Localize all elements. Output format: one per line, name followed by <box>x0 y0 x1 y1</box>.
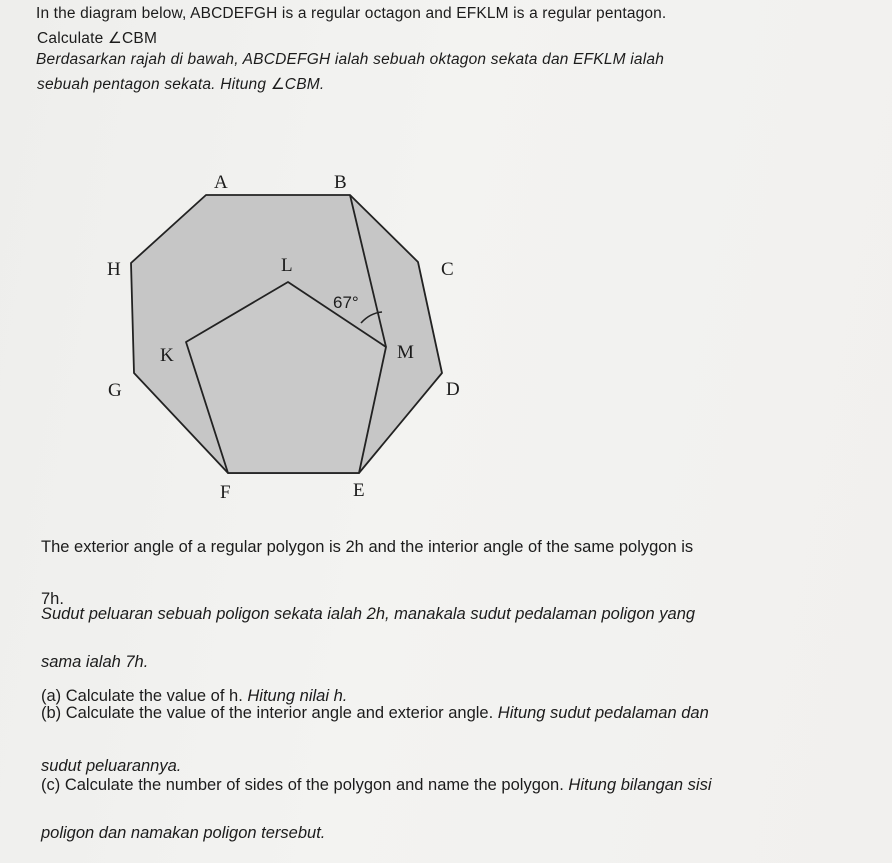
vertex-label-g: G <box>108 380 122 401</box>
question2-stem-malay-line2: sama ialah 7h. <box>41 653 149 671</box>
part-a-malay: Hitung nilai h. <box>247 687 348 705</box>
part-a-label: (a) Calculate the value of h. <box>41 687 243 705</box>
vertex-label-a: A <box>214 172 228 193</box>
question2-part-b <box>41 704 709 723</box>
vertex-label-d: D <box>446 379 460 400</box>
vertex-label-h: H <box>107 259 121 280</box>
vertex-label-f: F <box>220 482 231 503</box>
question1-english-line2: Calculate ∠CBM <box>37 30 158 47</box>
vertex-label-c: C <box>441 259 454 280</box>
question2-stem-malay-line1: Sudut peluaran sebuah poligon sekata ialah 2h, manakala sudut pedalaman poligon yang <box>41 605 696 623</box>
question1-english-line1: In the diagram below, ABCDEFGH is a regular octagon and EFKLM is a regular pentagon. <box>36 5 667 22</box>
part-c-malay: Hitung bilangan sisi <box>568 776 712 794</box>
vertex-label-l: L <box>281 255 293 276</box>
part-b-label: (b) Calculate the value of the interior angle and exterior angle. <box>41 704 494 722</box>
question1-malay-line2: sebuah pentagon sekata. Hitung ∠CBM. <box>37 76 325 93</box>
vertex-label-m: M <box>397 342 414 363</box>
angle-label: 67° <box>333 293 359 312</box>
question2-part-c <box>41 776 712 795</box>
vertex-label-k: K <box>160 345 174 366</box>
part-b-malay: Hitung sudut pedalaman dan <box>497 704 709 722</box>
question2-stem-english-line1: The exterior angle of a regular polygon is 2h and the interior angle of the same polygon is <box>41 538 694 556</box>
question2-stem-english-line2: 7h. <box>41 590 64 608</box>
vertex-label-e: E <box>353 480 365 501</box>
part-c-malay-line2: poligon dan namakan poligon tersebut. <box>41 824 326 842</box>
question1-malay-line1: Berdasarkan rajah di bawah, ABCDEFGH ialah sebuah oktagon sekata dan EFKLM ialah <box>36 51 665 68</box>
vertex-label-b: B <box>334 172 347 193</box>
part-b-malay-line2: sudut peluarannya. <box>41 757 182 775</box>
part-c-label: (c) Calculate the number of sides of the polygon and name the polygon. <box>41 776 564 794</box>
